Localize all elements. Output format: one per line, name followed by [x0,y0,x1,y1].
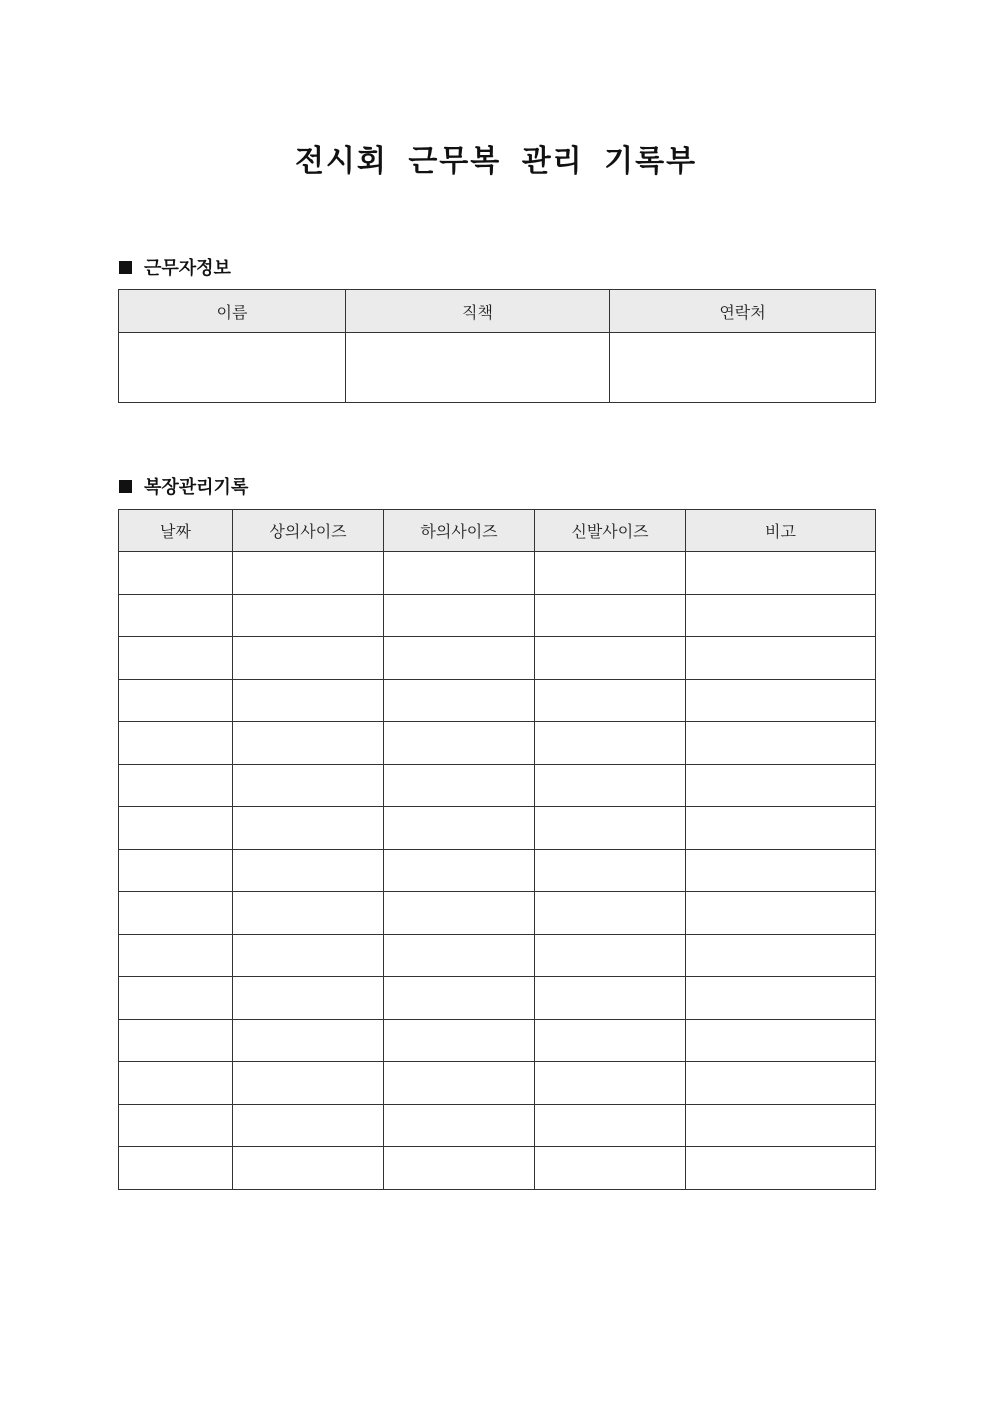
shoe-size-cell[interactable] [535,849,686,892]
date-cell[interactable] [119,807,233,850]
bottom-size-cell[interactable] [384,849,535,892]
worker-info-heading-label: 근무자정보 [144,258,231,279]
table-row [119,552,876,595]
table-header-row [119,510,876,552]
bottom-size-cell[interactable] [384,637,535,680]
note-cell[interactable] [686,934,876,977]
shoe-size-cell[interactable] [535,764,686,807]
note-cell[interactable] [686,977,876,1020]
column-header-shoe-size: 신발사이즈 [535,510,686,552]
note-cell[interactable] [686,807,876,850]
shoe-size-cell[interactable] [535,552,686,595]
worker-info-table [118,289,876,403]
top-size-cell[interactable] [233,977,384,1020]
note-cell[interactable] [686,849,876,892]
table-row [119,679,876,722]
date-cell[interactable] [119,764,233,807]
bottom-size-cell[interactable] [384,1147,535,1190]
date-cell[interactable] [119,892,233,935]
bottom-size-cell[interactable] [384,679,535,722]
column-header-date: 날짜 [119,510,233,552]
bottom-size-cell[interactable] [384,764,535,807]
note-cell[interactable] [686,594,876,637]
table-row [119,1019,876,1062]
table-row [119,892,876,935]
date-cell[interactable] [119,1147,233,1190]
top-size-cell[interactable] [233,722,384,765]
shoe-size-cell[interactable] [535,1019,686,1062]
table-row [119,934,876,977]
table-row [119,849,876,892]
shoe-size-cell[interactable] [535,679,686,722]
date-cell[interactable] [119,552,233,595]
shoe-size-cell[interactable] [535,892,686,935]
table-row [119,722,876,765]
top-size-cell[interactable] [233,1062,384,1105]
bottom-size-cell[interactable] [384,1062,535,1105]
table-header-row [119,290,876,333]
date-cell[interactable] [119,1104,233,1147]
worker-info-heading [119,254,231,280]
note-cell[interactable] [686,722,876,765]
table-row [119,1104,876,1147]
clothing-record-heading-label: 복장관리기록 [144,477,249,498]
note-cell[interactable] [686,552,876,595]
top-size-cell[interactable] [233,552,384,595]
bottom-size-cell[interactable] [384,1104,535,1147]
date-cell[interactable] [119,637,233,680]
top-size-cell[interactable] [233,849,384,892]
bottom-size-cell[interactable] [384,722,535,765]
note-cell[interactable] [686,892,876,935]
note-cell[interactable] [686,1019,876,1062]
column-header-top-size: 상의사이즈 [233,510,384,552]
note-cell[interactable] [686,1147,876,1190]
bottom-size-cell[interactable] [384,977,535,1020]
bottom-size-cell[interactable] [384,807,535,850]
column-header-position: 직책 [346,290,610,333]
column-header-bottom-size: 하의사이즈 [384,510,535,552]
note-cell[interactable] [686,679,876,722]
shoe-size-cell[interactable] [535,934,686,977]
bottom-size-cell[interactable] [384,552,535,595]
table-row [119,807,876,850]
shoe-size-cell[interactable] [535,722,686,765]
top-size-cell[interactable] [233,1104,384,1147]
shoe-size-cell[interactable] [535,1104,686,1147]
record-body [119,552,876,1190]
table-row [119,977,876,1020]
bottom-size-cell[interactable] [384,594,535,637]
bullet-square-icon [119,480,132,493]
date-cell[interactable] [119,1062,233,1105]
date-cell[interactable] [119,849,233,892]
top-size-cell[interactable] [233,679,384,722]
column-header-note: 비고 [686,510,876,552]
shoe-size-cell[interactable] [535,807,686,850]
top-size-cell[interactable] [233,1147,384,1190]
shoe-size-cell[interactable] [535,594,686,637]
note-cell[interactable] [686,1062,876,1105]
position-cell[interactable] [346,333,610,403]
top-size-cell[interactable] [233,637,384,680]
date-cell[interactable] [119,679,233,722]
date-cell[interactable] [119,977,233,1020]
name-cell[interactable] [119,333,346,403]
date-cell[interactable] [119,722,233,765]
note-cell[interactable] [686,1104,876,1147]
top-size-cell[interactable] [233,807,384,850]
clothing-record-table [118,509,876,1190]
contact-cell[interactable] [610,333,876,403]
bottom-size-cell[interactable] [384,1019,535,1062]
top-size-cell[interactable] [233,594,384,637]
table-row [119,1147,876,1190]
top-size-cell[interactable] [233,934,384,977]
table-row [119,1062,876,1105]
shoe-size-cell[interactable] [535,1147,686,1190]
table-row [119,637,876,680]
shoe-size-cell[interactable] [535,977,686,1020]
note-cell[interactable] [686,637,876,680]
date-cell[interactable] [119,934,233,977]
bottom-size-cell[interactable] [384,934,535,977]
note-cell[interactable] [686,764,876,807]
page-title: 전시회 근무복 관리 기록부 [294,144,698,179]
column-header-name: 이름 [119,290,346,333]
top-size-cell[interactable] [233,764,384,807]
top-size-cell[interactable] [233,1019,384,1062]
date-cell[interactable] [119,1019,233,1062]
table-row [119,594,876,637]
shoe-size-cell[interactable] [535,637,686,680]
top-size-cell[interactable] [233,892,384,935]
column-header-contact: 연락처 [610,290,876,333]
shoe-size-cell[interactable] [535,1062,686,1105]
clothing-record-heading [119,473,248,499]
date-cell[interactable] [119,594,233,637]
bottom-size-cell[interactable] [384,892,535,935]
bullet-square-icon [119,261,132,274]
table-row [119,333,876,403]
table-row [119,764,876,807]
